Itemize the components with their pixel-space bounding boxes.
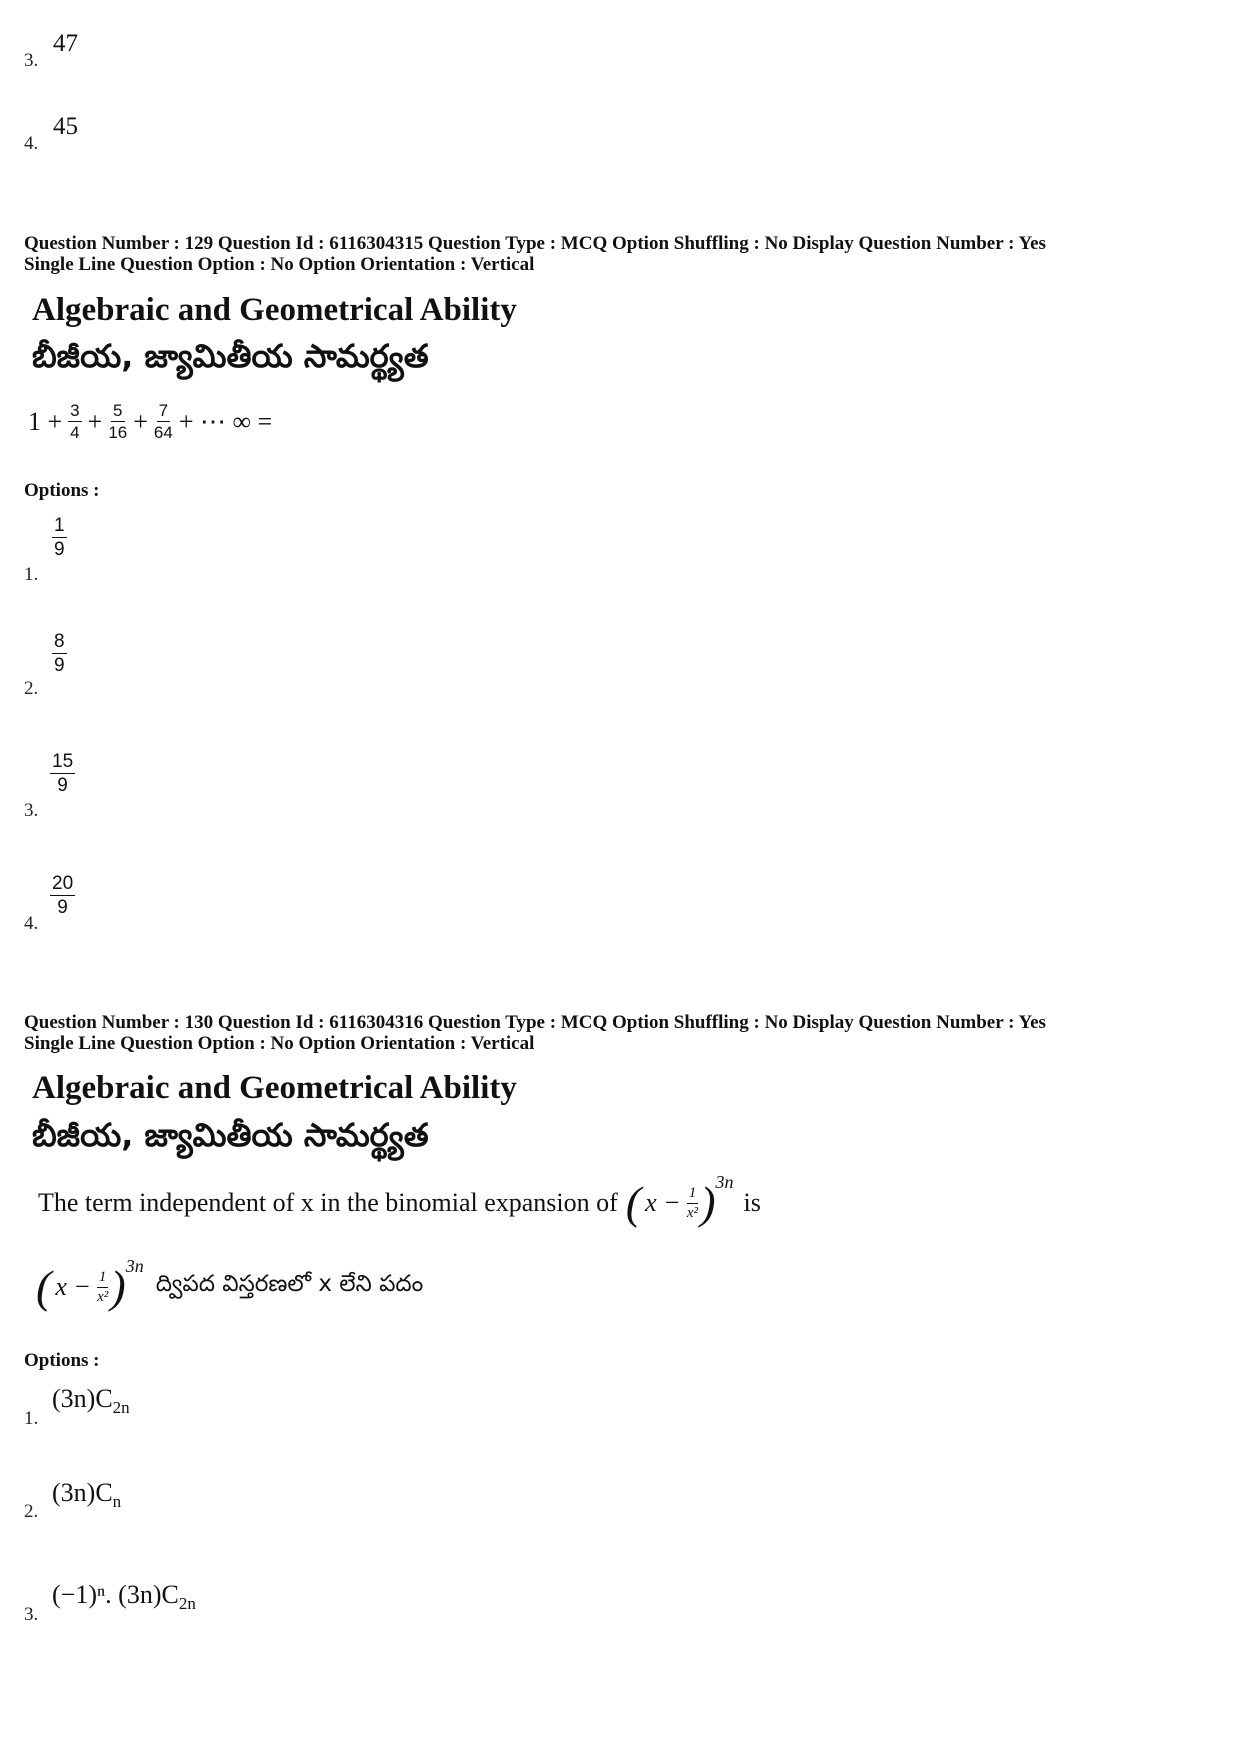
option-fraction: $\frac{1}{9}$: [54, 515, 65, 560]
option-expression: (−1)ⁿ. $(3n)C_{2n}$: [52, 1580, 196, 1614]
prev-option-value: 47: [53, 30, 78, 57]
option-fraction: $\frac{8}{9}$: [54, 631, 65, 676]
question-stem-english: [38, 1172, 761, 1228]
option-number: 2.: [24, 1501, 39, 1522]
series-term-fraction: $\frac{5}{16}$: [108, 401, 128, 442]
question-stem-telugu: [36, 1256, 424, 1312]
category-english: Algebraic and Geometrical Ability: [32, 1070, 517, 1106]
options-label: Options :: [24, 480, 100, 501]
series-lead: 1 +: [28, 406, 63, 436]
option-number: 1.: [24, 564, 39, 585]
series-expression: [28, 402, 272, 441]
question-meta-line: Single Line Question Option : No Option Orientation : Vertical: [24, 254, 535, 275]
option-number: 3.: [24, 1604, 39, 1625]
category-english: Algebraic and Geometrical Ability: [32, 292, 517, 328]
plus-sign: +: [133, 406, 148, 436]
option-expression: $(3n)C_{2n}$: [52, 1384, 130, 1418]
option-expression: $(3n)C_n$: [52, 1478, 122, 1512]
options-label: Options :: [24, 1350, 100, 1371]
option-number: 2.: [24, 678, 39, 699]
question-meta-line: Question Number : 130 Question Id : 6116304316 Question Type : MCQ Option Shuffling : No Display Question Number : Yes: [24, 1012, 1046, 1033]
option-number: 4.: [24, 913, 39, 934]
option-number: 1.: [24, 1408, 39, 1429]
prev-option-number: 4.: [24, 133, 39, 154]
stem-text: is: [743, 1188, 761, 1217]
series-term-fraction: $\frac{7}{64}$: [153, 401, 173, 442]
category-telugu: బీజీయ, జ్యామితీయ సామర్థ్యత: [32, 1116, 429, 1154]
option-number: 3.: [24, 800, 39, 821]
option-fraction: $\frac{15}{9}$: [52, 751, 74, 796]
question-meta-line: Question Number : 129 Question Id : 6116304315 Question Type : MCQ Option Shuffling : No Display Question Number : Yes: [24, 233, 1046, 254]
prev-option-value: 45: [53, 113, 78, 140]
plus-sign: +: [87, 406, 103, 436]
binomial-expression: ( x − $\frac{1}{\text{x²}}$ ) 3n: [36, 1256, 144, 1312]
prev-option-number: 3.: [24, 50, 39, 71]
question-meta-line: Single Line Question Option : No Option Orientation : Vertical: [24, 1033, 535, 1054]
series-tail: + ⋯ ∞ =: [178, 406, 273, 436]
stem-text: The term independent of x in the binomial expansion of: [38, 1188, 618, 1217]
option-fraction: $\frac{20}{9}$: [52, 873, 74, 918]
category-telugu: బీజీయ, జ్యామితీయ సామర్థ్యత: [32, 337, 429, 375]
binomial-expression: ( x − $\frac{1}{\text{x²}}$ ) 3n: [625, 1172, 734, 1228]
stem-text-telugu: ద్విపద విస్తరణలో x లేని పదం: [155, 1271, 424, 1297]
series-term-fraction: $\frac{3}{4}$: [70, 401, 80, 442]
